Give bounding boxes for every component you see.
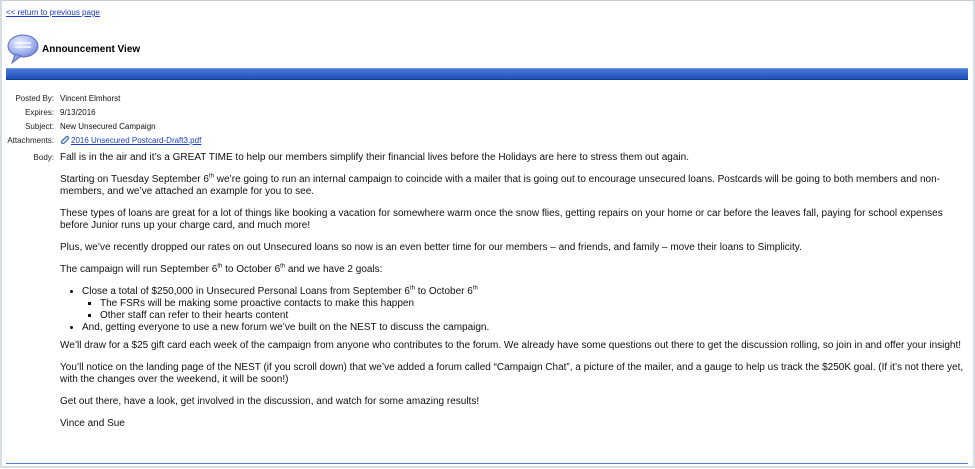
list-item: • And, getting everyone to use a new forum we’ve built on the NEST to discuss the campaign. — [82, 322, 965, 334]
body-paragraph-4: Plus, we’ve recently dropped our rates on out Unsecured loans so now is an even better time for our members – and friends, and family – move their loans to Simplicity. — [60, 242, 802, 253]
header-divider-bar — [6, 68, 968, 80]
goals-list — [60, 286, 965, 334]
body-paragraph-8: Get out there, have a look, get involved in the discussion, and watch for some amazing results! — [60, 396, 480, 407]
page-title: Announcement View — [42, 43, 141, 55]
speech-bubble-icon — [6, 33, 40, 65]
body-paragraph-7: You’ll notice on the landing page of the NEST (if you scroll down) that we’ve added a forum called “Campaign Chat”, a picture of the mailer, and a gauge to help us track the $250K goal. (If it’s not there yet, with the changes over the weekend, it will be soon!) — [60, 362, 964, 385]
subject-label: Subject: — [25, 122, 54, 131]
posted-by-value: Vincent Elmhorst — [60, 94, 121, 103]
signature: Vince and Sue — [60, 418, 125, 429]
body-paragraph-3: These types of loans are great for a lot of things like booking a vacation for somewhere warm once the snow flies, getting repairs on your home or car before the leaves fall, paying for school expenses before Junior runs up your charge card, and much more! — [60, 208, 943, 231]
paperclip-icon — [60, 135, 69, 144]
body-paragraph-6: We’ll draw for a $25 gift card each week of the campaign from anyone who contributes to the forum. We already have some questions out there to get the discussion rolling, so join in and offer your insight! — [60, 340, 962, 351]
expires-value: 9/13/2016 — [60, 108, 96, 117]
attachment-link[interactable]: 2016 Unsecured Postcard-Draft3.pdf — [71, 136, 202, 145]
list-item: ▪ Other staff can refer to their hearts content — [100, 310, 965, 322]
attachments-label: Attachments: — [7, 136, 54, 145]
expires-label: Expires: — [25, 108, 54, 117]
return-to-previous-page-link[interactable]: << return to previous page — [6, 8, 100, 17]
list-item: ▪ The FSRs will be making some proactive contacts to make this happen — [100, 298, 965, 310]
posted-by-label: Posted By: — [15, 94, 54, 103]
body-paragraph-2: Starting on Tuesday September 6th we’re going to run an internal campaign to coincide with a mailer that is going out to encourage unsecured loans. Postcards will be going to both members and non-members, and we’ve attached an example for you to see. — [60, 173, 940, 197]
subject-value: New Unsecured Campaign — [60, 122, 156, 131]
body-paragraph-5: The campaign will run September 6th to October 6th and we have 2 goals: — [60, 263, 383, 275]
body-paragraph-1: Fall is in the air and it’s a GREAT TIME to help our members simplify their financial lives before the Holidays are here to stress them out again. — [60, 152, 689, 163]
page-header — [6, 33, 140, 65]
goal-sublist — [82, 298, 965, 322]
attachment-row — [60, 135, 201, 146]
bottom-divider — [6, 463, 968, 464]
announcement-body — [60, 152, 965, 440]
body-label: Body: — [33, 153, 54, 162]
list-item: • Close a total of $250,000 in Unsecured Personal Loans from September 6th to October 6th ▪ The FSRs will be making some proactive contacts to make this happen ▪ Other staff can refer to their hearts content — [82, 286, 965, 322]
